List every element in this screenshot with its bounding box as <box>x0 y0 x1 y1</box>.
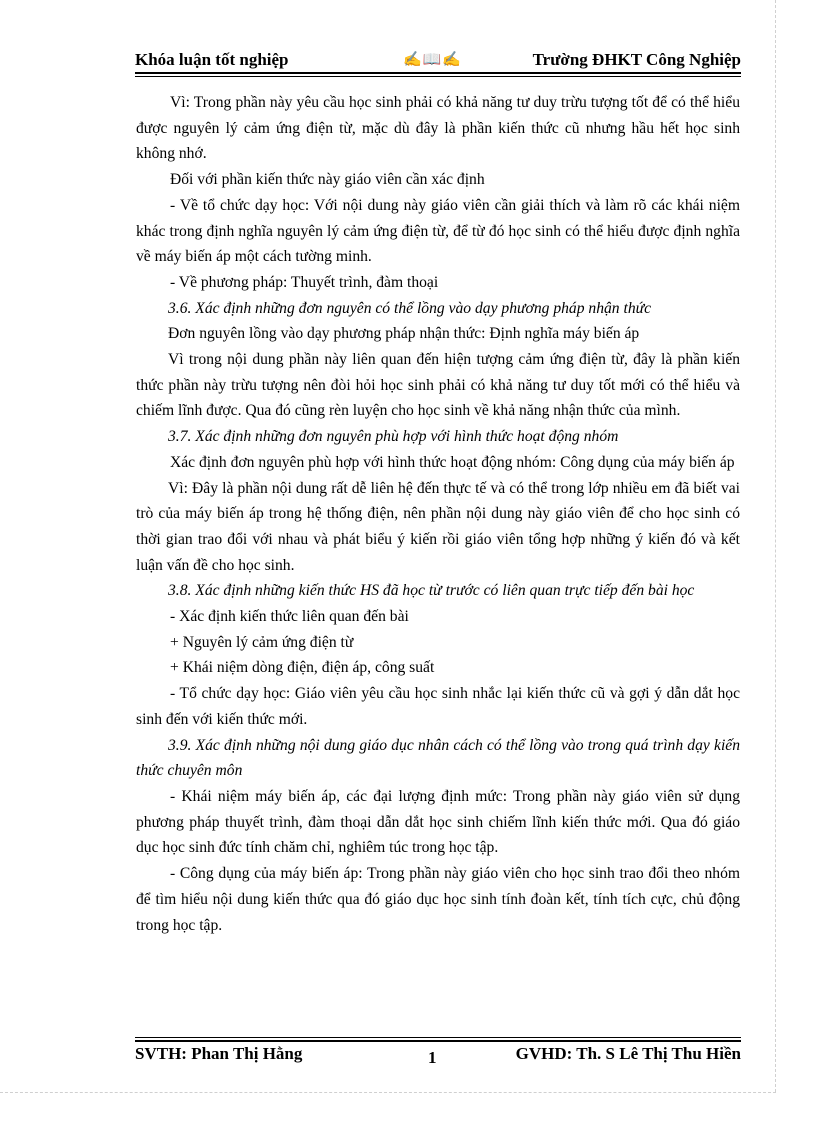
section-heading-3-9: 3.9. Xác định những nội dung giáo dục nhân cách có thể lồng vào trong quá trình dạy kiến thức chuyên môn <box>136 736 740 780</box>
footer-rule-thin <box>135 1037 741 1038</box>
paragraph: - Về tổ chức dạy học: Với nội dung này giáo viên cần giải thích và làm rõ các khái niệm khác trong định nghĩa nguyên lý cảm ứng điện từ, để từ đó học sinh có thể hiểu được định nghĩa về máy biến áp một cách tường minh. <box>136 196 740 266</box>
header-rule-thin <box>135 76 741 77</box>
footer-student-name: SVTH: Phan Thị Hằng <box>135 1044 303 1063</box>
section-heading-3-7: 3.7. Xác định những đơn nguyên phù hợp với hình thức hoạt động nhóm <box>168 428 619 446</box>
page-footer <box>135 1044 741 1070</box>
document-body <box>136 90 740 938</box>
page-border-right <box>775 0 776 1092</box>
paragraph: Vì trong nội dung phần này liên quan đến hiện tượng cảm ứng điện từ, đây là phần kiến thức phần này trừu tượng nên đòi hỏi học sinh phải có khả năng tư duy tốt mới có thể hiểu và chiếm lĩnh được. Qua đó cũng rèn luyện cho học sinh về khả năng nhận thức của mình. <box>136 351 740 420</box>
page-header <box>135 46 741 74</box>
paragraph: Đối với phần kiến thức này giáo viên cần xác định <box>170 171 485 189</box>
paragraph: - Về phương pháp: Thuyết trình, đàm thoại <box>170 273 439 291</box>
footer-rule <box>135 1040 741 1042</box>
page-border-bottom <box>0 1092 776 1093</box>
list-item: - Xác định kiến thức liên quan đến bài <box>170 608 409 626</box>
header-rule <box>135 72 741 74</box>
paragraph: - Tổ chức dạy học: Giáo viên yêu cầu học sinh nhắc lại kiến thức cũ và gợi ý dẫn dắt học sinh đến với kiến thức mới. <box>136 685 740 728</box>
paragraph: Đơn nguyên lồng vào dạy phương pháp nhận thức: Định nghĩa máy biến áp <box>168 325 640 343</box>
list-item: + Nguyên lý cảm ứng điện từ <box>170 633 354 651</box>
paragraph: Vì: Trong phần này yêu cầu học sinh phải có khả năng tư duy trừu tượng tốt để có thể hiểu được nguyên lý cảm ứng điện từ, mặc dù đây là phần kiến thức cũ nhưng hầu hết học sinh không nhớ. <box>136 94 740 163</box>
header-book-ornament-icon: ✍📖✍ <box>403 52 463 68</box>
list-item: + Khái niệm dòng điện, điện áp, công suất <box>170 659 435 677</box>
paragraph: Vì: Đây là phần nội dung rất dễ liên hệ đến thực tế và có thể trong lớp nhiều em đã biết vai trò của máy biến áp trong hệ thống điện, nên phần nội dung này giáo viên để cho học sinh có thời gian trao đổi với nhau và phát biểu ý kiến rồi giáo viên tổng hợp những ý kiến đó và kết luận vấn đề cho học sinh. <box>136 479 740 574</box>
section-heading-3-8: 3.8. Xác định những kiến thức HS đã học từ trước có liên quan trực tiếp đến bài học <box>168 582 695 600</box>
paragraph: - Công dụng của máy biến áp: Trong phần này giáo viên cho học sinh trao đổi theo nhóm để tìm hiểu nội dung kiến thức qua đó giáo dục học sinh tính đoàn kết, tính tích cực, chủ động trong học tập. <box>136 865 740 934</box>
paragraph: Xác định đơn nguyên phù hợp với hình thức hoạt động nhóm: Công dụng của máy biến áp <box>170 453 735 471</box>
footer-advisor-name: GVHD: Th. S Lê Thị Thu Hiền <box>515 1044 741 1063</box>
paragraph: - Khái niệm máy biến áp, các đại lượng định mức: Trong phần này giáo viên sử dụng phương pháp thuyết trình, đàm thoại dẫn dắt học sinh chiếm lĩnh kiến thức mới. Qua đó giáo dục học sinh đức tính chăm chỉ, nghiêm túc trong học tập. <box>136 787 740 857</box>
header-university-name: Trường ĐHKT Công Nghiệp <box>532 50 741 69</box>
header-thesis-label: Khóa luận tốt nghiệp <box>135 50 289 69</box>
section-heading-3-6: 3.6. Xác định những đơn nguyên có thể lồng vào dạy phương pháp nhận thức <box>168 299 652 317</box>
page-number: 1 <box>428 1048 437 1067</box>
